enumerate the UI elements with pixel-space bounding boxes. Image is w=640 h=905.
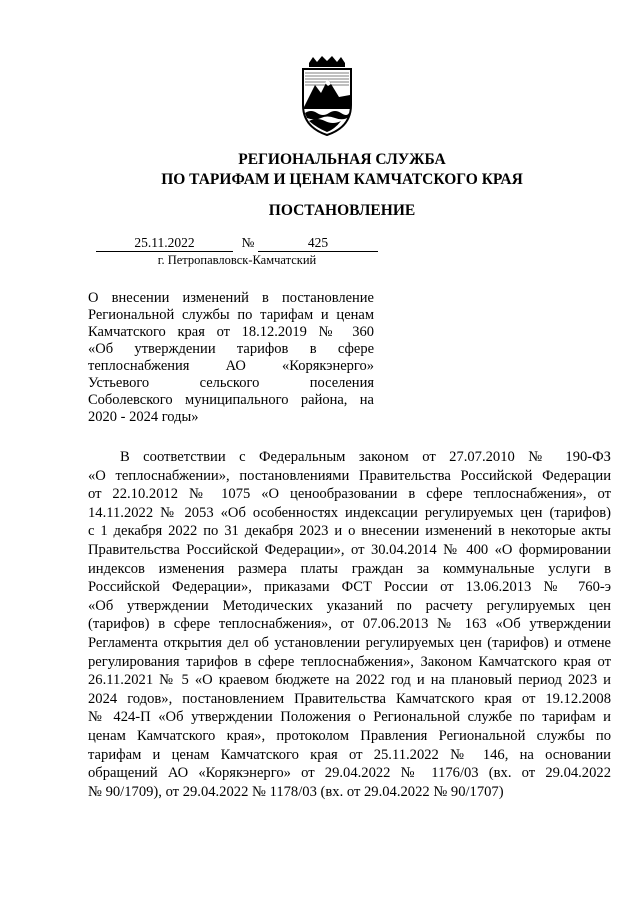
- body-line: (тарифов) в сфере теплоснабжения», от 07.06.2013 № 163 «Об утверждении: [88, 616, 611, 633]
- body-line: тарифам и ценам Камчатского края от 25.11.2022 № 146, на основании: [88, 746, 611, 763]
- body-line: Правительства Российской Федерации», от 30.04.2014 № 400 «О формировании: [88, 541, 611, 558]
- kamchatka-emblem-svg: [295, 55, 359, 137]
- subject-line: Соболевского муниципального района, на: [88, 392, 374, 408]
- subject-line: Камчатского края от 18.12.2019 № 360: [88, 324, 374, 340]
- subject-line: О внесении изменений в постановление: [88, 290, 374, 306]
- body-line: «Об утверждении Методических указаний по расчету регулируемых цен: [88, 597, 611, 614]
- body-line: с 1 декабря 2022 по 31 декабря 2023 и о внесении изменений в некоторые акты: [88, 523, 611, 540]
- subject-line: Региональной службы по тарифам и ценам: [88, 307, 374, 323]
- subject-line: теплоснабжения АО «Корякэнерго»: [88, 358, 374, 374]
- document-type: ПОСТАНОВЛЕНИЕ: [268, 202, 416, 219]
- org-title-line-1: РЕГИОНАЛЬНАЯ СЛУЖБА: [238, 151, 446, 168]
- subject-line: Устьевого сельского поселения: [88, 375, 374, 391]
- body-line: 26.11.2021 № 5 «О краевом бюджете на 2022 год и на плановый период 2023 и: [88, 672, 611, 689]
- registration-date: 25.11.2022: [96, 235, 233, 252]
- body-line: В соответствии с Федеральным законом от 27.07.2010 № 190-ФЗ: [120, 449, 611, 465]
- coat-of-arms-icon: [295, 55, 359, 137]
- body-line: регулирования тарифов в сфере теплоснабжения», Законом Камчатского края от: [88, 653, 611, 670]
- body-line: обращений АО «Корякэнерго» от 29.04.2022 № 1176/03 (вх. от 29.04.2022: [88, 765, 611, 782]
- org-title-line-2: ПО ТАРИФАМ И ЦЕНАМ КАМЧАТСКОГО КРАЯ: [161, 171, 523, 188]
- body-line: Российской Федерации», приказами ФСТ России от 13.06.2013 № 760-э: [88, 579, 611, 596]
- org-title: [0, 150, 640, 190]
- body-line: от 22.10.2012 № 1075 «О ценообразовании в сфере теплоснабжения», от: [88, 486, 611, 503]
- registration-place: г. Петропавловск-Камчатский: [157, 253, 317, 267]
- body-line: № 90/1709), от 29.04.2022 № 1178/03 (вх. от 29.04.2022 № 90/1707): [88, 783, 504, 800]
- document-subject: [88, 290, 374, 426]
- body-line: 2024 годов», постановлением Правительства Камчатского края от 19.12.2008: [88, 690, 611, 707]
- body-line: Регламента открытия дел об установлении регулируемых цен (тарифов) и отмене: [88, 634, 611, 651]
- body-line: «О теплоснабжении», постановлениями Правительства Российской Федерации: [88, 467, 611, 484]
- subject-line: «Об утверждении тарифов в сфере: [88, 341, 374, 357]
- registration-number-sign: №: [241, 235, 255, 250]
- body-line: индексов изменения размера платы граждан за коммунальные услуги в: [88, 560, 611, 577]
- body-line: 14.11.2022 № 2053 «Об особенностях индексации регулируемых цен (тарифов): [88, 504, 611, 521]
- preamble-paragraph: [88, 448, 611, 801]
- body-line: ценам Камчатского края», протоколом Правления Региональной службы по: [88, 727, 611, 744]
- body-line: № 424-П «Об утверждении Положения о Региональной службе по тарифам и: [88, 709, 611, 726]
- subject-line: 2020 - 2024 годы»: [88, 409, 199, 425]
- registration-number: 425: [258, 235, 378, 252]
